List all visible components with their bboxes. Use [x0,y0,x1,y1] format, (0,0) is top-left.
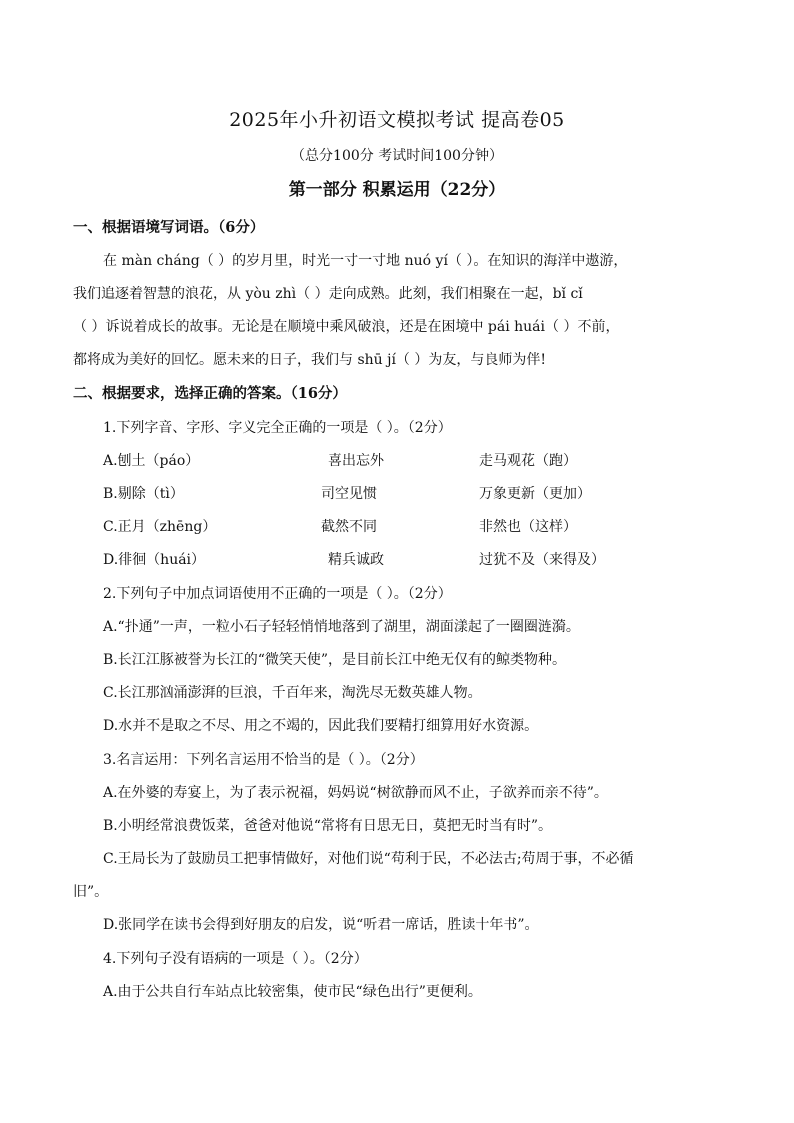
q1-option-d-meaning: 过犹不及（来得及） [479,552,605,568]
q3-option: A.在外婆的寿宴上，为了表示祝福，妈妈说“树欲静而风不止，子欲养而亲不待”。 [103,785,608,801]
q3-option: B.小明经常浪费饭菜，爸爸对他说“常将有日思无日，莫把无时当有时”。 [103,818,553,834]
q1-option-a-meaning: 走马观花（跑） [479,453,577,469]
section1-line: 我们追逐着智慧的浪花，从 yòu zhì（ ）走向成熟。此刻，我们相聚在一起，bǐ cǐ [73,286,583,302]
question-stem: 2.下列句子中加点词语使用不正确的一项是（ ）。（2分） [103,586,452,602]
q1-option-d-word: D.徘徊（huái） [103,552,206,568]
q1-option-a-idiom: 喜出忘外 [328,453,384,469]
q1-option-c-word: C.正月（zhēng） [103,519,217,535]
q2-option: A.“扑通”一声，一粒小石子轻轻悄悄地落到了湖里，湖面漾起了一圈圈涟漪。 [103,619,580,635]
part-heading: 第一部分 积累运用（22分） [288,180,506,200]
exam-subtitle: （总分100分 考试时间100分钟） [291,148,503,164]
q1-option-d-idiom: 精兵诚政 [328,552,384,568]
question-stem: 1.下列字音、字形、字义完全正确的一项是（ ）。（2分） [103,420,452,436]
q4-option: A.由于公共自行车站点比较密集，使市民“绿色出行”更便利。 [103,984,482,1000]
q3-option: D.张同学在读书会得到好朋友的启发，说“听君一席话，胜读十年书”。 [103,917,539,933]
q2-option: B.长江江豚被誉为长江的“微笑天使”，是目前长江中绝无仅有的鲸类物种。 [103,652,567,668]
exam-title: 2025年小升初语文模拟考试 提高卷05 [229,109,565,131]
q1-option-b-meaning: 万象更新（更加） [479,486,591,502]
section1-line: 都将成为美好的回忆。愿未来的日子，我们与 shū jí（ ）为友，与良师为伴! [73,352,547,368]
question-stem: 3.名言运用：下列名言运用不恰当的是（ ）。（2分） [103,752,424,768]
q1-option-c-meaning: 非然也（这样） [479,519,577,535]
section1-heading: 一、根据语境写词语。（6分） [73,219,265,236]
q2-option: D.水并不是取之不尽、用之不竭的，因此我们要精打细算用好水资源。 [103,718,539,734]
q3-option-continued: 旧”。 [73,884,109,900]
section1-line: 在 màn cháng（ ）的岁月里，时光一寸一寸地 nuó yí（ ）。在知识的海洋中遨游， [103,253,628,269]
section1-line: （ ）诉说着成长的故事。无论是在顺境中乘风破浪，还是在困境中 pái huái（ ）不前， [73,319,620,335]
section2-heading: 二、根据要求，选择正确的答案。（16分） [73,385,347,402]
q1-option-b-idiom: 司空见惯 [321,486,377,502]
q3-option: C.王局长为了鼓励员工把事情做好，对他们说“苟利于民，不必法古;苟周于事，不必循 [103,851,634,867]
question-stem: 4.下列句子没有语病的一项是（ ）。（2分） [103,951,368,967]
q1-option-b-word: B.剔除（tì） [103,486,184,502]
q1-option-c-idiom: 截然不同 [321,519,377,535]
q1-option-a-word: A.刨土（páo） [103,453,200,469]
q2-option: C.长江那汹涌澎湃的巨浪，千百年来，淘洗尽无数英雄人物。 [103,685,482,701]
